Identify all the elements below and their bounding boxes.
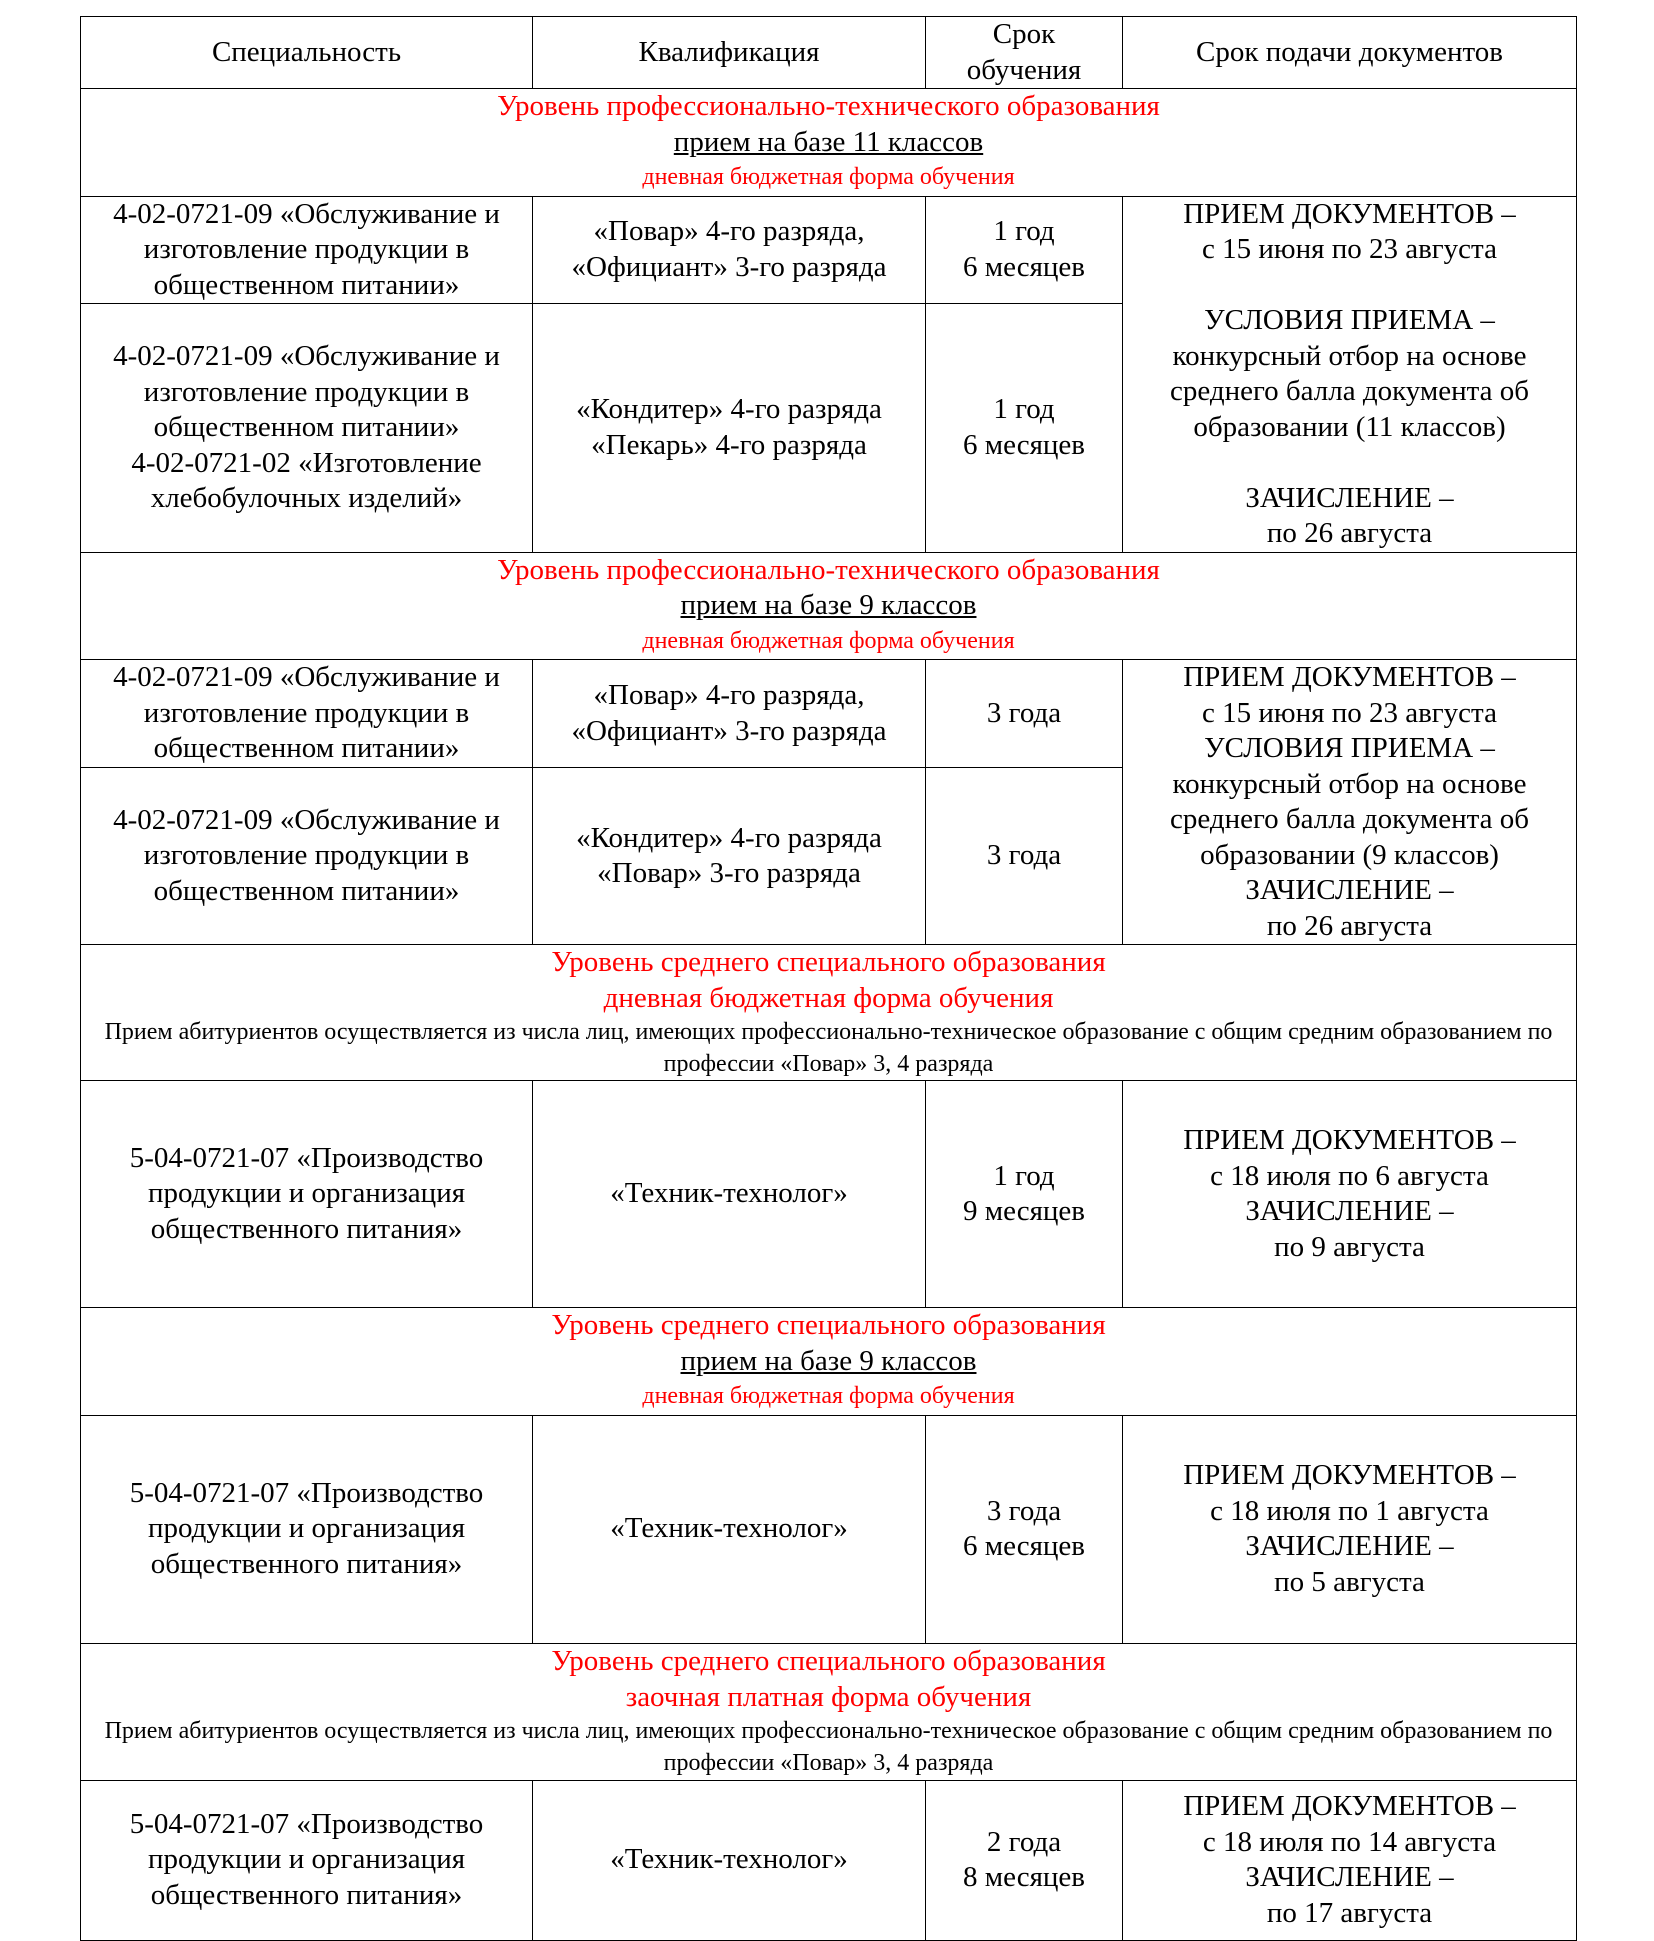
qualification-cell: «Повар» 4-го разряда, «Официант» 3-го разряда [533,196,926,304]
qualification-cell: «Кондитер» 4-го разряда «Повар» 3-го разряда [533,768,926,945]
section-header [81,552,1577,660]
header-qualification: Квалификация [533,17,926,89]
specialty-cell: 4-02-0721-09 «Обслуживание и изготовление продукции в общественном питании» 4-02-0721-02 «Изготовление хлебобулочных изделий» [81,304,533,552]
duration-cell: 3 года 6 месяцев [926,1415,1123,1643]
section-basis: прием на базе 9 классов [680,1344,977,1377]
header-row [81,17,1577,89]
deadline-cell: ПРИЕМ ДОКУМЕНТОВ – с 18 июля по 14 августа ЗАЧИСЛЕНИЕ – по 17 августа [1123,1780,1577,1940]
section-basis: прием на базе 11 классов [673,125,984,158]
specialty-cell: 5-04-0721-07 «Производство продукции и организация общественного питания» [81,1415,533,1643]
section-level: Уровень профессионально-технического образования [497,553,1160,586]
duration-cell: 3 года [926,768,1123,945]
qualification-cell: «Повар» 4-го разряда, «Официант» 3-го разряда [533,660,926,768]
section-header-cell [81,1643,1577,1780]
specialty-cell: 4-02-0721-09 «Обслуживание и изготовление продукции в общественном питании» [81,660,533,768]
table-row [81,1415,1577,1643]
section-form: дневная бюджетная форма обучения [642,164,1015,190]
table-row [81,660,1577,768]
duration-cell: 2 года 8 месяцев [926,1780,1123,1940]
duration-cell: 1 год 6 месяцев [926,304,1123,552]
specialty-cell: 5-04-0721-07 «Производство продукции и организация общественного питания» [81,1081,533,1308]
section-header [81,1643,1577,1780]
section-note: Прием абитуриентов осуществляется из числа лиц, имеющих профессионально-техническое образование с общим средним образованием по профессии «Повар» 3, 4 разряда [104,1718,1553,1776]
qualification-cell: «Кондитер» 4-го разряда «Пекарь» 4-го разряда [533,304,926,552]
section-form: заочная платная форма обучения [625,1680,1032,1713]
duration-cell: 1 год 6 месяцев [926,196,1123,304]
section-header-cell [81,945,1577,1081]
section-level: Уровень профессионально-технического образования [497,90,1160,122]
section-level: Уровень среднего специального образования [551,1645,1106,1677]
deadline-cell: ПРИЕМ ДОКУМЕНТОВ – с 18 июля по 1 августа ЗАЧИСЛЕНИЕ – по 5 августа [1123,1415,1577,1643]
section-header [81,1308,1577,1416]
table-row [81,1780,1577,1940]
qualification-cell: «Техник-технолог» [533,1780,926,1940]
table-row [81,196,1577,304]
section-header-cell [81,89,1577,197]
deadline-cell: ПРИЕМ ДОКУМЕНТОВ – с 18 июля по 6 августа ЗАЧИСЛЕНИЕ – по 9 августа [1123,1081,1577,1308]
section-basis: прием на базе 9 классов [680,589,977,621]
header-duration: Срок обучения [926,17,1123,89]
table-row [81,1081,1577,1308]
section-form: дневная бюджетная форма обучения [642,627,1015,654]
section-header [81,945,1577,1081]
section-header-cell [81,1308,1577,1416]
section-level: Уровень среднего специального образования [551,1309,1106,1341]
qualification-cell: «Техник-технолог» [533,1415,926,1643]
duration-cell: 1 год 9 месяцев [926,1081,1123,1308]
header-deadline: Срок подачи документов [1123,17,1577,89]
deadline-cell: ПРИЕМ ДОКУМЕНТОВ – с 15 июня по 23 августа УСЛОВИЯ ПРИЕМА – конкурсный отбор на основе среднего балла документа об образовании (9 классов) ЗАЧИСЛЕНИЕ – по 26 августа [1123,660,1577,945]
section-form: дневная бюджетная форма обучения [603,981,1054,1014]
specialty-cell: 5-04-0721-07 «Производство продукции и организация общественного питания» [81,1780,533,1940]
section-header-cell [81,552,1577,660]
qualification-cell: «Техник-технолог» [533,1081,926,1308]
admission-table [80,16,1577,1941]
section-level: Уровень среднего специального образования [551,946,1106,978]
header-specialty: Специальность [81,17,533,89]
specialty-cell: 4-02-0721-09 «Обслуживание и изготовление продукции в общественном питании» [81,768,533,945]
section-note: Прием абитуриентов осуществляется из числа лиц, имеющих профессионально-техническое образование с общим средним образованием по профессии «Повар» 3, 4 разряда [104,1019,1553,1077]
section-header [81,89,1577,197]
section-form: дневная бюджетная форма обучения [642,1383,1015,1409]
specialty-cell: 4-02-0721-09 «Обслуживание и изготовление продукции в общественном питании» [81,196,533,304]
deadline-cell: ПРИЕМ ДОКУМЕНТОВ – с 15 июня по 23 августа УСЛОВИЯ ПРИЕМА – конкурсный отбор на основе среднего балла документа об образовании (11 классов) ЗАЧИСЛЕНИЕ – по 26 августа [1123,196,1577,552]
duration-cell: 3 года [926,660,1123,768]
